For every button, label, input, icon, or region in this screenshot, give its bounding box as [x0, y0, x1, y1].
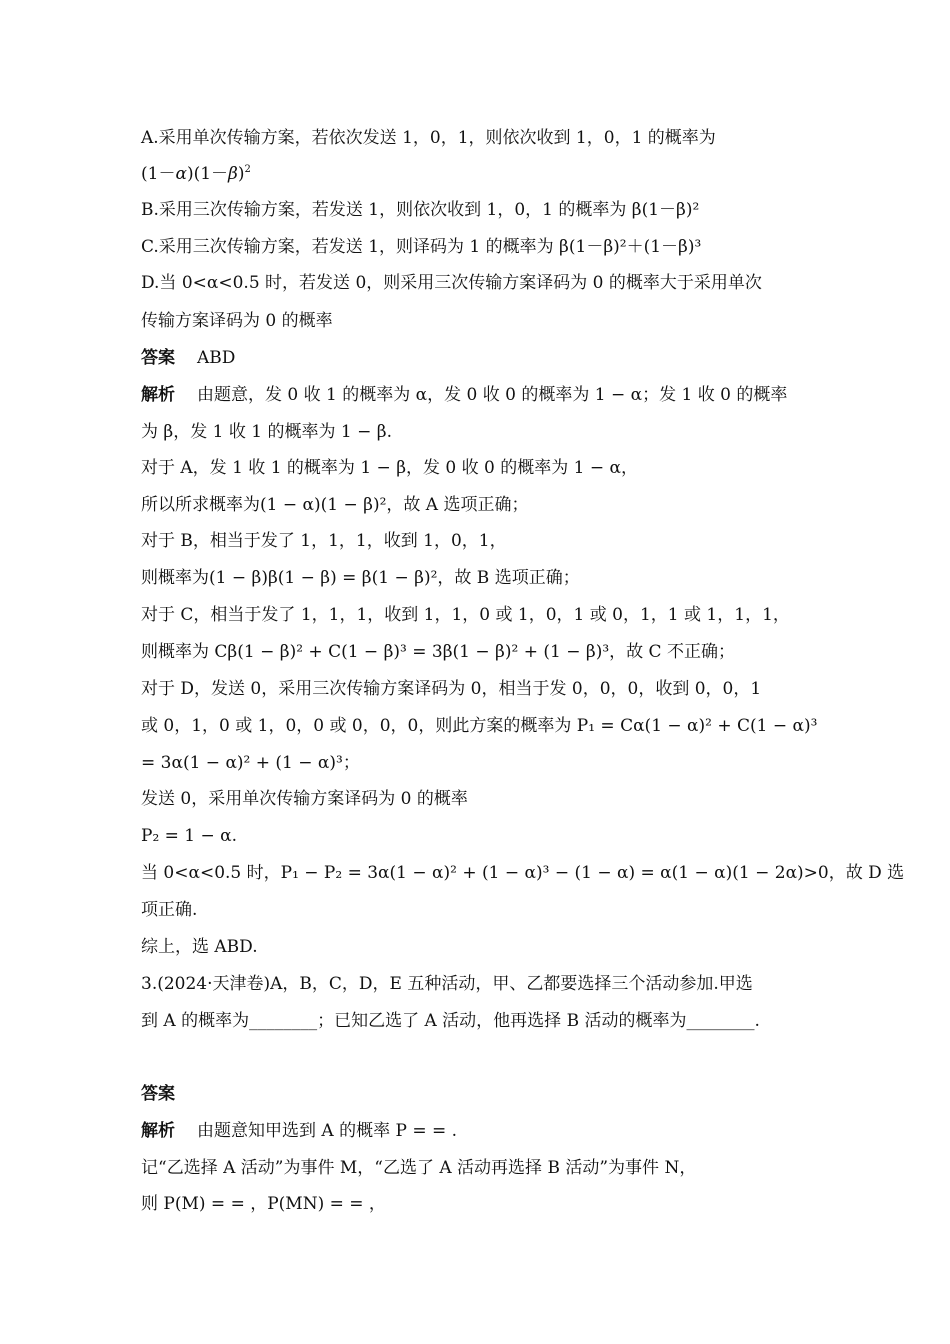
q2-answer: [141, 347, 811, 369]
answer-label: 答案: [141, 1084, 175, 1104]
option-b-text: B.采用三次传输方案，若发送 1，则依次收到 1，0，1 的概率为 β(1－β)²: [141, 200, 700, 220]
analysis-text: 由题意，发 0 收 1 的概率为 α，发 0 收 0 的概率为 1 − α；发 1 收 0 的概率: [197, 385, 788, 405]
q3-question-line2: 到 A 的概率为________；已知乙选了 A 活动，他再选择 B 活动的概率为________.: [141, 1011, 760, 1031]
option-d-line2: 传输方案译码为 0 的概率: [141, 311, 333, 331]
analysis-label: 解析: [141, 1121, 175, 1141]
q2-analysis-line3: 对于 A，发 1 收 1 的概率为 1 − β，发 0 收 0 的概率为 1 − α，: [141, 458, 639, 478]
q2-analysis-line8: 则概率为 Cβ(1 − β)² + C(1 − β)³ = 3β(1 − β)² + (1 − β)³，故 C 不正确；: [141, 642, 735, 662]
option-d-line1: D.当 0<α<0.5 时，若发送 0，则采用三次传输方案译码为 0 的概率大于采用单次: [141, 273, 762, 293]
option-c-text: C.采用三次传输方案，若发送 1，则译码为 1 的概率为 β(1－β)²＋(1－β)³: [141, 237, 702, 257]
answer-value: ABD: [197, 348, 236, 368]
analysis-text: 由题意知甲选到 A 的概率 P = = .: [197, 1121, 458, 1141]
option-b: [141, 199, 811, 221]
answer-label: 答案: [141, 348, 175, 368]
q2-analysis-line10: 或 0，1，0 或 1，0，0 或 0，0，0，则此方案的概率为 P₁ = Cα(1 − α)² + C(1 − α)³: [141, 716, 818, 736]
q2-analysis-line9: 对于 D，发送 0，采用三次传输方案译码为 0，相当于发 0，0，0，收到 0，0，1: [141, 679, 762, 699]
q2-analysis-line4: 所以所求概率为(1 − α)(1 − β)²，故 A 选项正确；: [141, 495, 529, 515]
q2-analysis-line11: = 3α(1 − α)² + (1 − α)³；: [141, 753, 360, 773]
q2-analysis-line15: 项正确.: [141, 900, 198, 920]
option-a-line1: A.采用单次传输方案，若依次发送 1，0，1，则依次收到 1，0，1 的概率为: [141, 128, 716, 148]
q2-analysis-line6: 则概率为(1 − β)β(1 − β) = β(1 − β)²，故 B 选项正确；: [141, 568, 580, 588]
q2-analysis-line12: 发送 0，采用单次传输方案译码为 0 的概率: [141, 789, 468, 809]
q2-analysis-line14: 当 0<α<0.5 时，P₁ − P₂ = 3α(1 − α)² + (1 − α)³ − (1 − α) = α(1 − α)(1 − 2α)>0，故 D 选: [141, 863, 905, 883]
q2-analysis-line1: [141, 384, 811, 406]
q3-answer: [141, 1083, 811, 1105]
q3-analysis-line1: [141, 1120, 811, 1142]
q3-analysis-line2: 记“乙选择 A 活动”为事件 M，“乙选了 A 活动再选择 B 活动”为事件 N，: [141, 1158, 697, 1178]
q3-question-line1: 3.(2024·天津卷)A，B，C，D，E 五种活动，甲、乙都要选择三个活动参加.甲选: [141, 974, 753, 994]
q2-analysis-line5: 对于 B，相当于发了 1，1，1，收到 1，0，1，: [141, 531, 507, 551]
option-c: [141, 236, 811, 258]
analysis-label: 解析: [141, 385, 175, 405]
q3-analysis-line3: 则 P(M) = = ，P(MN) = = ，: [141, 1194, 386, 1214]
q2-analysis-line7: 对于 C，相当于发了 1，1，1，收到 1，1，0 或 1，0，1 或 0，1，1 或 1，1，1，: [141, 605, 790, 625]
q2-analysis-line2: 为 β，发 1 收 1 的概率为 1 − β.: [141, 422, 392, 442]
option-a-line2: $(1-\alpha)(1-\beta)^2$: [141, 164, 251, 184]
q2-analysis-line13: P₂ = 1 − α.: [141, 826, 238, 846]
q2-analysis-line16: 综上，选 ABD.: [141, 937, 258, 957]
